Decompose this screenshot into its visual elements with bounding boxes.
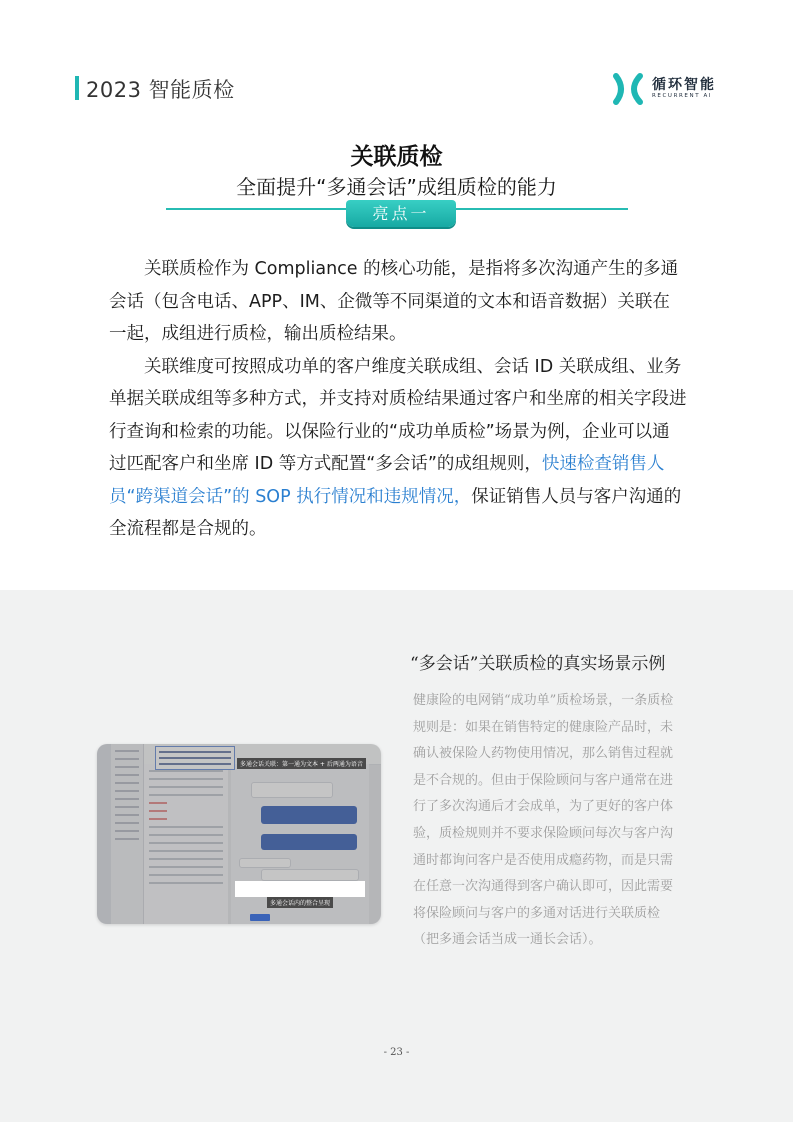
example-text: 健康险的电网销“成功单”质检场景，一条质检规则是：如果在销售特定的健康险产品时，未确认被保险人药物使用情况，那么销售过程就是不合规的。但由于保险顾问与客户通常在进行了多次沟通后才会成单，为了更好的客户体验，质检规则并不要求保险顾问每次与客户沟通时都询问客户是否使用成瘾药物，而是只需在任意一次沟通得到客户确认即可，因此需要将保险顾问与客户的多通对话进行关联质检（把多通会话当成一通长会话）。 — [413, 693, 674, 948]
header-accent-bar — [75, 76, 79, 100]
company-logo — [612, 72, 722, 106]
logo-wordmark: 循环智能 — [652, 77, 716, 93]
screenshot-caption-bottom: 多通会话内的整合呈现 — [267, 897, 333, 908]
body-paragraph-2-end: 保证销售人员与客户沟通的全流程都是合规的。 — [109, 486, 682, 539]
screenshot-button — [250, 914, 270, 921]
highlight-badge: 亮点一 — [346, 200, 456, 227]
example-heading: “多会话”关联质检的真实场景示例 — [410, 654, 666, 674]
product-screenshot — [97, 744, 381, 924]
header-title: 2023 智能质检 — [86, 78, 235, 102]
body-paragraph-2-start: 关联维度可按照成功单的客户维度关联成组、会话 ID 关联成组、业务单据关联成组等多种方式，并支持对质检结果通过客户和坐席的相关字段进行查询和检索的功能。以保险行业的“成功单质检”场景为例，企业可以通过匹配客户和坐席 ID 等方式配置“多会话”的成组规则， — [109, 356, 687, 474]
logo-mark-icon — [612, 72, 648, 106]
section-subtitle: 全面提升“多通会话”成组质检的能力 — [236, 175, 557, 199]
screenshot-card — [235, 881, 365, 897]
logo-subtext: RECURRENT AI — [652, 93, 713, 99]
body-paragraph-2 — [109, 351, 687, 546]
section-title: 关联质检 — [350, 144, 443, 170]
screenshot-overlay — [97, 744, 381, 924]
body-text — [109, 253, 687, 546]
body-highlight: 快速检查销售人员“跨渠道会话”的 SOP 执行情况和违规情况， — [109, 454, 665, 507]
page-number: - 23 - — [383, 1047, 410, 1058]
body-paragraph-1: 关联质检作为 Compliance 的核心功能，是指将多次沟通产生的多通会话（包含电话、APP、IM、企微等不同渠道的文本和语音数据）关联在一起，成组进行质检，输出质检结果。 — [109, 259, 679, 344]
screenshot-caption-top: 多通会话关联：第一通为文本 + 后两通为语音 — [237, 758, 366, 769]
